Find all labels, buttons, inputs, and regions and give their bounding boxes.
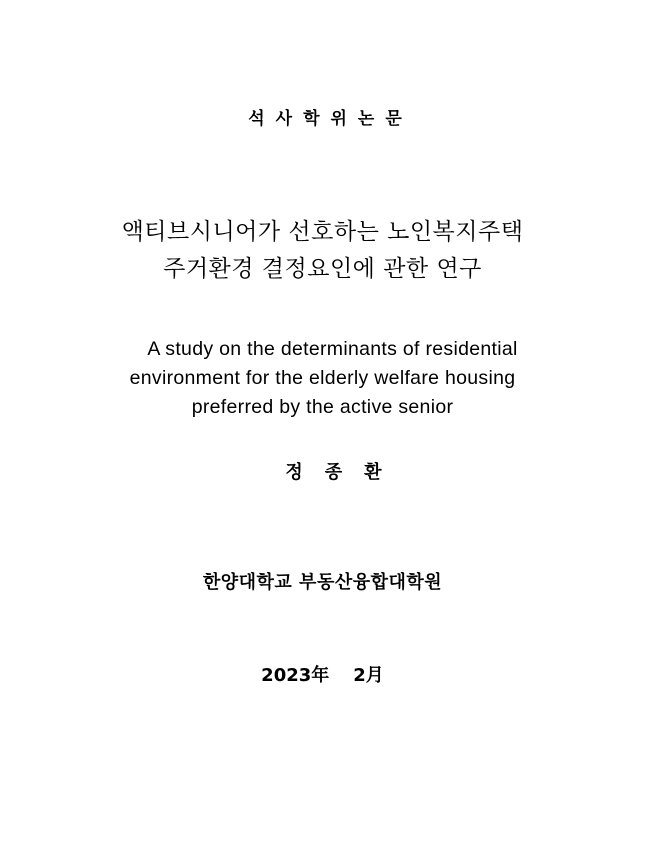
submission-year: 2023年 [261, 665, 330, 686]
submission-month: 2月 [353, 665, 384, 686]
author-name: 정종환 [285, 462, 404, 483]
school-name: 한양대학교 부동산융합대학원 [202, 572, 443, 593]
english-title-line-2: environment for the elderly welfare housing [129, 367, 516, 389]
english-title-line-3: preferred by the active senior [191, 396, 454, 418]
english-title-line-1: A study on the determinants of residential [147, 338, 518, 360]
submission-date [0, 661, 645, 687]
degree-label: 석사학위논문 [248, 109, 413, 129]
korean-title-line-1: 액티브시니어가 선호하는 노인복지주택 [121, 219, 524, 245]
korean-title-line-2: 주거환경 결정요인에 관한 연구 [163, 256, 482, 282]
